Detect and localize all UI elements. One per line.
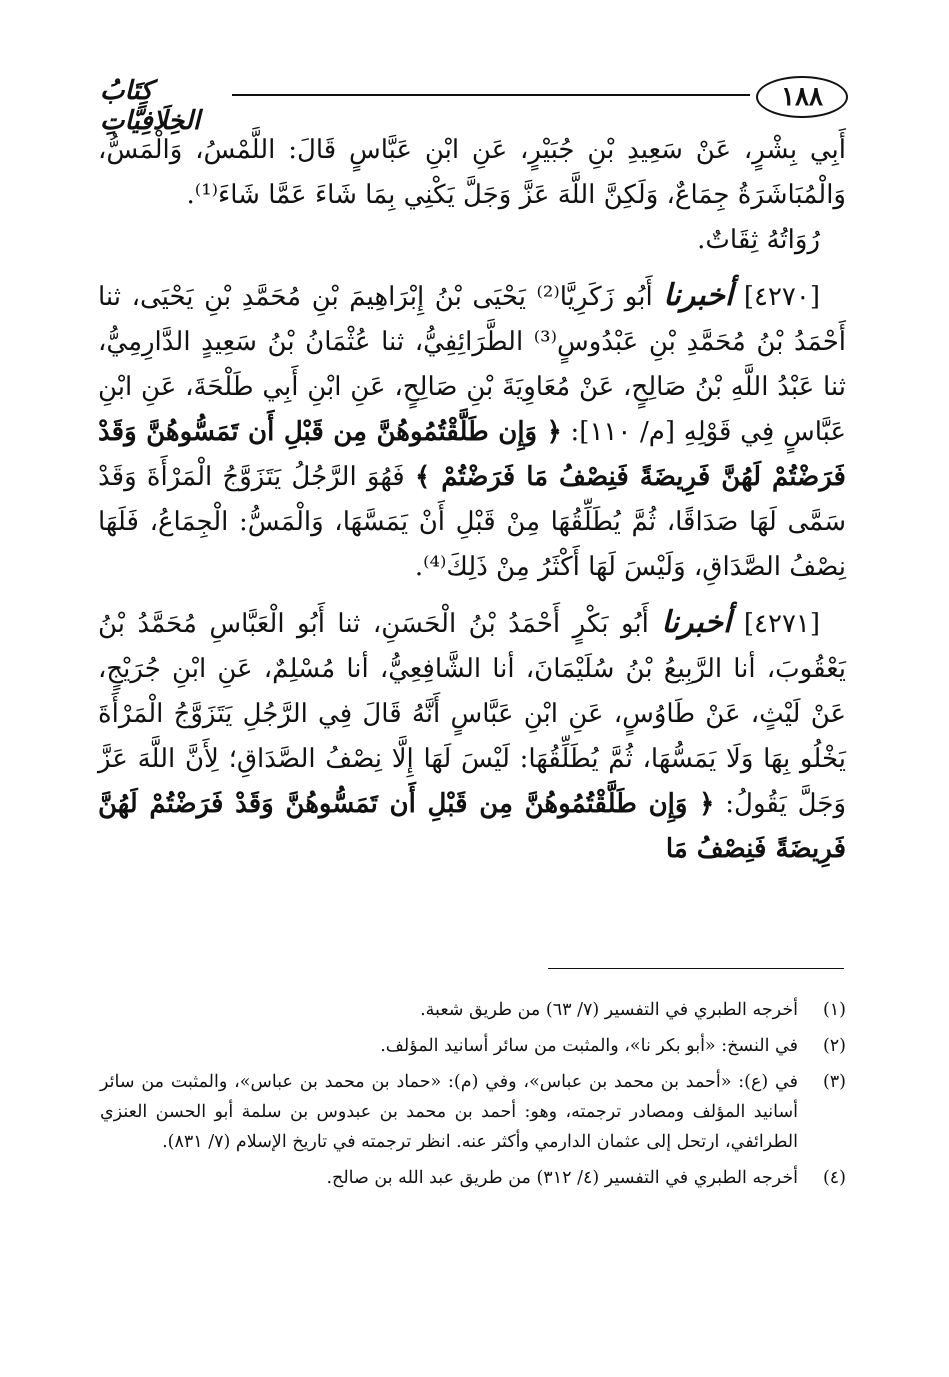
hadith-text: فَهُوَ الرَّجُلُ يَتَزَوَّجُ الْمَرْأَةَ وَقَدْ سَمَّى لَهَا صَدَاقًا، ثُمَّ يُطَلِّقُهَا مِنْ قَبْلِ أَنْ يَمَسَّهَا، وَالْمَسُّ: الْجِمَاعُ، فَلَهَا نِصْفُ الصَّدَاقِ، وَلَيْسَ لَهَا أَكْثَرُ مِنْ ذَلِكَ⁽⁴⁾.: [98, 462, 846, 582]
footnote-number: (١): [822, 1000, 846, 1020]
footnote-number: (٢): [822, 1036, 846, 1056]
footnote: [100, 1031, 846, 1061]
paragraph-continuation: أَبِي بِشْرٍ، عَنْ سَعِيدِ بْنِ جُبَيْرٍ، عَنِ ابْنِ عَبَّاسٍ قَالَ: اللَّمْسُ، وَالْمَسُّ، وَالْمُبَاشَرَةُ جِمَاعٌ، وَلَكِنَّ اللَّهَ عَزَّ وَجَلَّ يَكْنِي بِمَا شَاءَ عَمَّا شَاءَ⁽¹⁾.: [98, 135, 846, 210]
hadith-number: [٤٢٧٠]: [743, 282, 821, 312]
footnote-number: (٤): [822, 1168, 846, 1188]
hadith-4271: [98, 600, 846, 872]
footnote-text: في النسخ: «أبو بكر نا»، والمثبت من سائر أسانيد المؤلف.: [380, 1036, 798, 1056]
quran-verse: ﴿ وَإِن طَلَّقْتُمُوهُنَّ مِن قَبْلِ أَن تَمَسُّوهُنَّ وَقَدْ فَرَضْتُمْ لَهُنَّ فَرِيضَةً فَنِصْفُ مَا فَرَضْتُمْ ﴾: [98, 417, 846, 492]
footnote-text: أخرجه الطبري في التفسير (٧/ ٦٣) من طريق شعبة.: [420, 1000, 798, 1020]
hadith-lead-word: أخبرنا: [663, 278, 734, 313]
paragraph-narrators: رُوَاتُهُ ثِقَاتٌ.: [697, 225, 820, 255]
hadith-number: [٤٢٧١]: [743, 609, 821, 639]
main-text: [98, 128, 846, 872]
footnote-text: أخرجه الطبري في التفسير (٤/ ٣١٢) من طريق عبد الله بن صالح.: [326, 1168, 798, 1188]
footnote-number: (٣): [822, 1072, 846, 1092]
page-header: [100, 72, 848, 136]
footnotes: [100, 995, 846, 1199]
quran-verse: ﴿ وَإِن طَلَّقْتُمُوهُنَّ مِن قَبْلِ أَن تَمَسُّوهُنَّ وَقَدْ فَرَضْتُمْ لَهُنَّ فَرِيضَةً فَنِصْفُ مَا: [98, 789, 846, 864]
footnote: [100, 995, 846, 1025]
footnote: [100, 1163, 846, 1193]
header-rule: [232, 94, 750, 96]
hadith-chain: أَبُو زَكَرِيَّا⁽²⁾ يَحْيَى بْنُ إِبْرَاهِيمَ بْنِ مُحَمَّدِ بْنِ يَحْيَى، ثنا أَحْمَدُ بْنُ مُحَمَّدِ بْنِ عَبْدُوسٍ⁽³⁾ الطَّرَائِفِيُّ، ثنا عُثْمَانُ بْنُ سَعِيدٍ الدَّارِمِيُّ، ثنا عَبْدُ اللَّهِ بْنُ صَالِحٍ، عَنْ مُعَاوِيَةَ بْنِ صَالِحٍ، عَنِ ابْنِ أَبِي طَلْحَةَ، عَنِ ابْنِ عَبَّاسٍ فِي قَوْلِهِ [م/ ١١٠]:: [98, 282, 846, 447]
hadith-4270: [98, 273, 846, 590]
book-title: كِتَابُ الخِلَافِيَّاتِ: [100, 76, 201, 136]
footnote-text: في (ع): «أحمد بن محمد بن عباس»، وفي (م): «حماد بن محمد بن عباس»، والمثبت من سائر أسانيد المؤلف ومصادر ترجمته، وهو: أحمد بن محمد بن عبدوس بن سلمة أبو الحسن العنزي الطرائفي، ارتحل إلى عثمان الدارمي وأكثر عنه. انظر ترجمته في تاريخ الإسلام (٧/ ٨٣١).: [100, 1072, 798, 1152]
page-number: ١٨٨: [756, 76, 848, 118]
footnote-divider: [548, 968, 844, 969]
hadith-lead-word: أخبرنا: [661, 605, 732, 640]
footnote: [100, 1067, 846, 1157]
hadith-chain: أَبُو بَكْرٍ أَحْمَدُ بْنُ الْحَسَنِ، ثنا أَبُو الْعَبَّاسِ مُحَمَّدُ بْنُ يَعْقُوبَ، أنا الرَّبِيعُ بْنُ سُلَيْمَانَ، أنا الشَّافِعِيُّ، أنا مُسْلِمٌ، عَنِ ابْنِ جُرَيْجٍ، عَنْ لَيْثٍ، عَنْ طَاوُسٍ، عَنِ ابْنِ عَبَّاسٍ أَنَّهُ قَالَ فِي الرَّجُلِ يَتَزَوَّجُ الْمَرْأَةَ يَخْلُو بِهَا وَلَا يَمَسُّهَا، ثُمَّ يُطَلِّقُهَا: لَيْسَ لَهَا إِلَّا نِصْفُ الصَّدَاقِ؛ لِأَنَّ اللَّهَ عَزَّ وَجَلَّ يَقُولُ:: [98, 609, 846, 819]
